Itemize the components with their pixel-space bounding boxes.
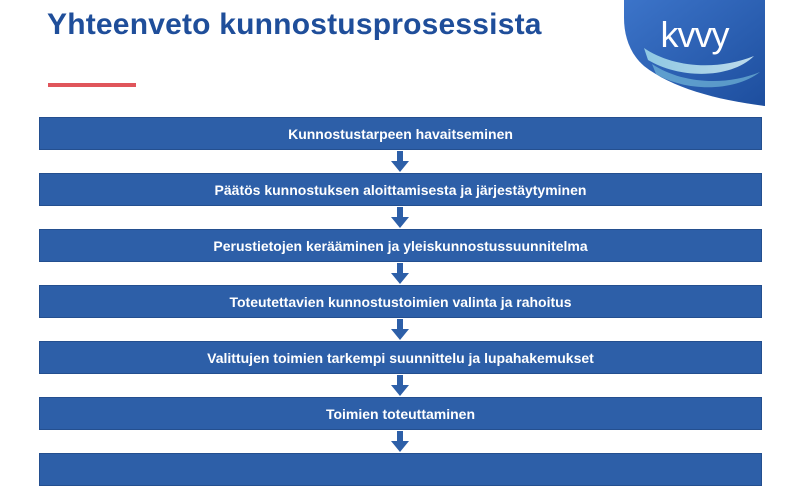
process-step-label: Toimien toteuttaminen [325,405,476,422]
process-step-label: Perustietojen kerääminen ja yleiskunnostussuunnitelma [213,237,588,254]
down-arrow-icon [391,263,409,285]
process-step [39,397,762,430]
process-step-label: Valittujen toimien tarkempi suunnittelu ja lupahakemukset [207,349,594,366]
process-step [39,229,762,262]
process-step [39,453,762,486]
down-arrow-icon [391,431,409,453]
process-step-label: Päätös kunnostuksen aloittamisesta ja järjestäytyminen [214,181,587,198]
process-step-label: Toteutettavien kunnostustoimien valinta ja rahoitus [229,293,572,310]
process-step [39,173,762,206]
down-arrow-icon [391,151,409,173]
down-arrow-icon [391,319,409,341]
logo-text: kvvy [660,14,729,55]
process-step [39,117,762,150]
down-arrow-icon [391,375,409,397]
page-title: Yhteenveto kunnostusprosessista [47,8,542,41]
process-step [39,341,762,374]
down-arrow-icon [391,207,409,229]
process-step [39,285,762,318]
process-step-label: Kunnostustarpeen havaitseminen [288,125,513,142]
